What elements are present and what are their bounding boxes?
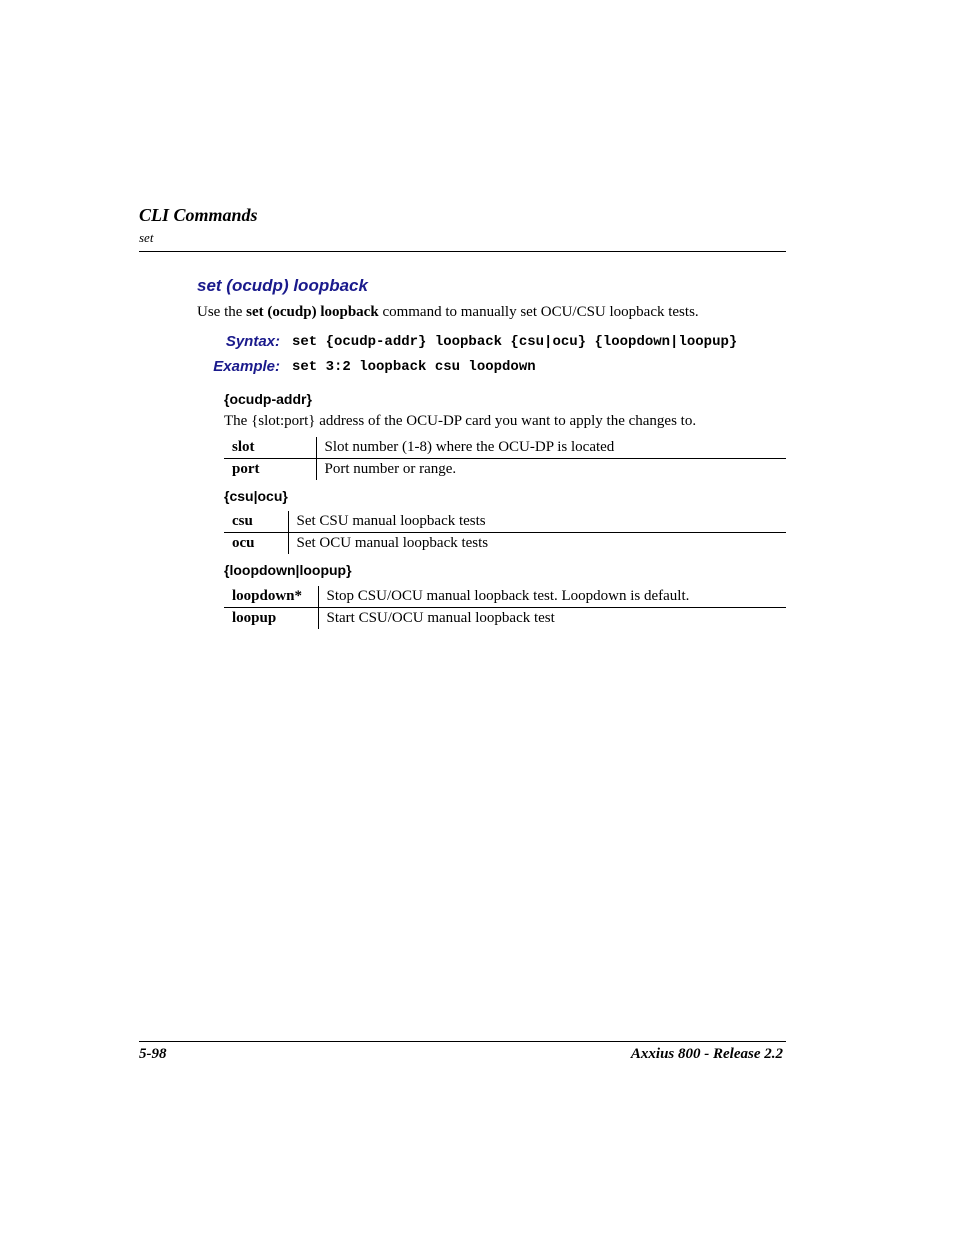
intro-paragraph [197,304,699,321]
table-row [224,459,786,481]
example-code: set 3:2 loopback csu loopdown [292,359,536,375]
param-value: Port number or range. [324,461,457,477]
param-loopdown-loopup-heading: {loopdown|loopup} [224,562,352,578]
param-value: Set OCU manual loopback tests [296,535,489,551]
syntax-code: set {ocudp-addr} loopback {csu|ocu} {loopdown|loopup} [292,334,738,350]
param-ocudp-addr-heading: {ocudp-addr} [224,391,312,407]
param-key: loopdown* [224,586,318,608]
chapter-title: CLI Commands [139,205,258,225]
param-key: slot [224,437,316,459]
page-number: 5-98 [139,1046,167,1062]
intro-prefix: Use the [197,304,247,320]
intro-command: set (ocudp) loopback [246,304,379,320]
param-ocudp-addr-table [224,437,786,480]
param-value: Start CSU/OCU manual loopback test [326,610,555,626]
header-rule [139,251,786,252]
table-row [224,437,786,459]
footer-rule [139,1041,786,1042]
syntax-label: Syntax: [225,333,280,350]
param-ocudp-addr-description: The {slot:port} address of the OCU-DP card you want to apply the changes to. [224,413,697,429]
param-value: Stop CSU/OCU manual loopback test. Loopdown is default. [318,586,786,608]
param-key: loopup [224,608,318,630]
param-csu-ocu-table [224,511,786,554]
param-value: Slot number (1-8) where the OCU-DP is located [316,437,786,459]
param-loopdown-loopup-table [224,586,786,629]
table-row [224,511,786,533]
param-key: ocu [224,533,288,555]
param-value: Set CSU manual loopback tests [288,511,786,533]
param-csu-ocu-heading: {csu|ocu} [224,488,288,504]
param-key: csu [224,511,288,533]
chapter-subtitle: set [139,230,154,245]
product-release: Axxius 800 - Release 2.2 [630,1046,783,1062]
table-row [224,586,786,608]
intro-suffix: command to manually set OCU/CSU loopback tests. [378,304,699,320]
table-row [224,533,786,555]
param-key: port [224,459,316,481]
example-label: Example: [213,358,280,375]
section-title: set (ocudp) loopback [197,276,368,295]
table-row [224,608,786,630]
